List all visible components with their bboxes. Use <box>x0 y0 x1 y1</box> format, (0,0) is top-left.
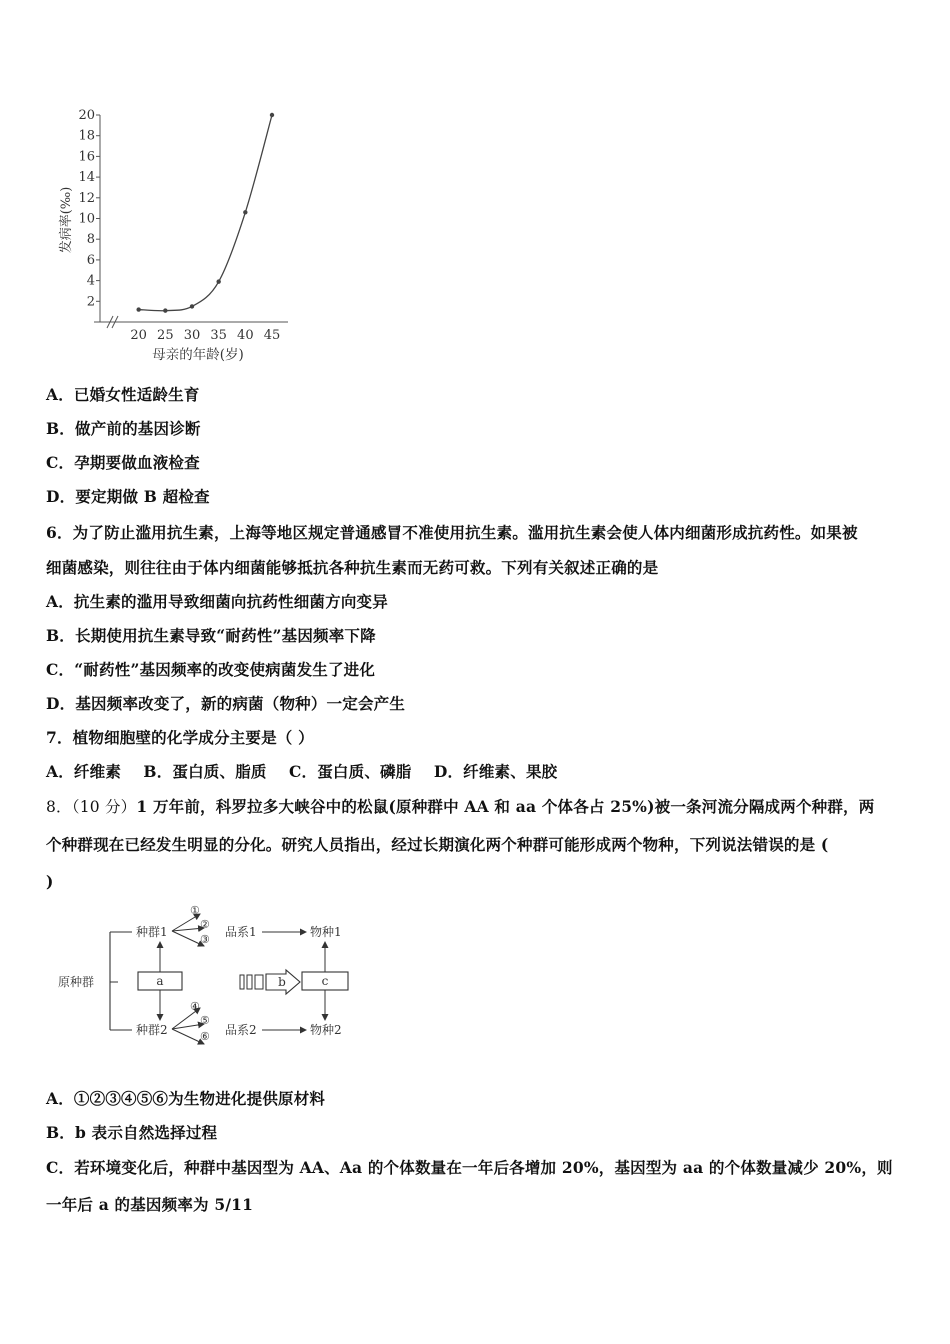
circled-1: ① <box>190 904 200 917</box>
circled-5: ⑤ <box>200 1014 210 1027</box>
data-point-45 <box>270 113 274 117</box>
y-tick-label: 8 <box>86 232 95 248</box>
box-b-label: b <box>278 975 286 989</box>
y-tick-label: 6 <box>86 252 95 268</box>
circled-6: ⑥ <box>200 1030 210 1043</box>
box-a-label: a <box>156 974 164 988</box>
box-c-label: c <box>321 974 329 988</box>
population-1-label: 种群1 <box>136 925 168 939</box>
data-point-20 <box>136 307 140 311</box>
q8-stem-line2: 个种群现在已经发生明显的分化。研究人员指出，经过长期演化两个种群可能形成两个物种，下列说法错误的是 ( <box>46 835 829 854</box>
data-point-30 <box>190 304 194 308</box>
y-tick-label: 16 <box>78 149 95 165</box>
bar-3 <box>255 975 263 989</box>
speciation-diagram <box>50 900 370 1050</box>
data-point-35 <box>216 279 220 283</box>
q6-option-b: B．长期使用抗生素导致“耐药性”基因频率下降 <box>46 626 376 645</box>
bar-2 <box>247 975 252 989</box>
species-2-label: 物种2 <box>310 1023 342 1037</box>
strain-2-label: 品系2 <box>225 1023 257 1037</box>
bracket <box>110 932 132 1030</box>
data-point-40 <box>243 210 247 214</box>
q5-option-a: A．已婚女性适龄生育 <box>46 385 200 404</box>
population-2-label: 种群2 <box>136 1023 168 1037</box>
q8-stem-line1 <box>46 797 874 817</box>
q7-options: A．纤维素 B．蛋白质、脂质 C．蛋白质、磷脂 D．纤维素、果胶 <box>46 762 558 781</box>
incidence-curve <box>139 115 272 311</box>
q6-stem-line1: 6．为了防止滥用抗生素，上海等地区规定普通感冒不准使用抗生素。滥用抗生素会使人体内细菌形成抗药性。如果被 <box>46 523 858 542</box>
q8-option-a: A．①②③④⑤⑥为生物进化提供原材料 <box>46 1089 326 1108</box>
species-1-label: 物种1 <box>310 925 342 939</box>
x-axis-label: 母亲的年龄(岁) <box>152 347 244 363</box>
original-population-label: 原种群 <box>58 975 95 989</box>
q6-option-a: A．抗生素的滥用导致细菌向抗药性细菌方向变异 <box>46 592 388 611</box>
q6-option-c: C．“耐药性”基因频率的改变使病菌发生了进化 <box>46 660 376 679</box>
y-tick-label: 10 <box>78 211 95 227</box>
q5-option-c: C．孕期要做血液检查 <box>46 453 200 472</box>
circled-2: ② <box>200 918 210 931</box>
x-tick-label: 45 <box>263 328 281 343</box>
x-tick-label: 35 <box>210 328 227 343</box>
q8-number: 8．（10 分） <box>46 798 137 816</box>
q8-option-b: B．b 表示自然选择过程 <box>46 1123 218 1142</box>
y-tick-label: 4 <box>86 273 95 289</box>
x-tick-label: 30 <box>183 328 201 343</box>
circled-3: ③ <box>200 933 210 946</box>
y-axis-label: 发病率(‰) <box>59 186 74 254</box>
q5-option-d: D．要定期做 B 超检查 <box>46 487 210 506</box>
y-tick-label: 18 <box>78 128 95 144</box>
incidence-chart <box>50 100 290 370</box>
q8-option-c-line2: 一年后 a 的基因频率为 5/11 <box>46 1195 254 1214</box>
x-tick-label: 20 <box>130 328 147 343</box>
y-tick-label: 12 <box>78 190 95 206</box>
q8-option-c: C．若环境变化后，种群中基因型为 AA、Aa 的个体数量在一年后各增加 20%，基因型为 aa 的个体数量减少 20%，则 <box>46 1158 893 1177</box>
y-tick-label: 20 <box>78 108 95 123</box>
bar-1 <box>240 975 244 989</box>
x-tick-label: 40 <box>237 328 254 343</box>
q6-option-d: D．基因频率改变了，新的病菌（物种）一定会产生 <box>46 694 406 713</box>
y-tick-label: 14 <box>78 170 95 186</box>
q5-option-b: B．做产前的基因诊断 <box>46 419 201 438</box>
x-tick-label: 25 <box>157 328 174 343</box>
data-point-25 <box>163 308 167 312</box>
q7-stem: 7．植物细胞壁的化学成分主要是（ ） <box>46 728 314 747</box>
strain-1-label: 品系1 <box>225 925 257 939</box>
q6-stem-line2: 细菌感染，则往往由于体内细菌能够抵抗各种抗生素而无药可救。下列有关叙述正确的是 <box>46 558 659 577</box>
circled-4: ④ <box>190 1000 200 1013</box>
y-tick-label: 2 <box>86 294 95 310</box>
q8-stem-line3: ) <box>46 872 54 891</box>
q8-stem-text: 1 万年前，科罗拉多大峡谷中的松鼠(原种群中 AA 和 aa 个体各占 25%)被一条河流分隔成两个种群，两 <box>136 797 875 816</box>
